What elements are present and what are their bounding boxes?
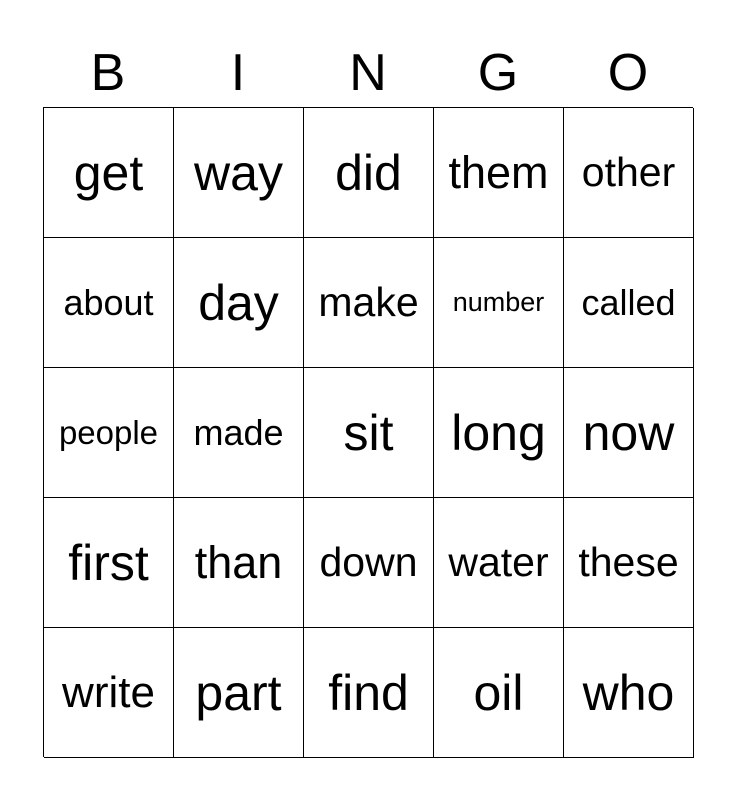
bingo-board: [43, 107, 693, 757]
cell-word: number: [452, 287, 545, 317]
bingo-cell[interactable]: [44, 108, 174, 238]
bingo-cell[interactable]: [174, 108, 304, 238]
header-letter-b: B: [90, 44, 126, 102]
cell-word: them: [448, 147, 549, 198]
cell-word: people: [58, 414, 159, 451]
bingo-cell[interactable]: [304, 498, 434, 628]
cell-word: did: [335, 144, 402, 201]
bingo-cell[interactable]: [304, 368, 434, 498]
cell-word: day: [198, 274, 279, 331]
cell-word: than: [194, 537, 283, 588]
cell-word: about: [63, 281, 154, 323]
cell-word: now: [582, 404, 675, 461]
cell-word: write: [62, 667, 155, 717]
bingo-cell[interactable]: [564, 628, 694, 758]
bingo-cell[interactable]: [564, 498, 694, 628]
bingo-cell[interactable]: [434, 238, 564, 368]
bingo-cell[interactable]: [564, 238, 694, 368]
bingo-cell[interactable]: [44, 498, 174, 628]
cell-word: part: [195, 664, 282, 721]
header-letter-i: I: [230, 44, 246, 102]
bingo-cell[interactable]: [44, 238, 174, 368]
cell-word: down: [319, 539, 418, 585]
cell-word: sit: [343, 404, 394, 461]
bingo-cell[interactable]: [564, 108, 694, 238]
cell-word: oil: [473, 664, 524, 721]
cell-word: long: [451, 404, 546, 461]
cell-word: get: [73, 144, 144, 201]
cell-word: called: [581, 281, 676, 323]
cell-word: made: [193, 411, 284, 453]
bingo-cell[interactable]: [434, 108, 564, 238]
bingo-cell[interactable]: [434, 628, 564, 758]
bingo-cell[interactable]: [174, 628, 304, 758]
bingo-cell[interactable]: [304, 108, 434, 238]
header-letter-n: N: [349, 44, 387, 102]
bingo-header: [43, 40, 693, 106]
bingo-cell[interactable]: [564, 368, 694, 498]
cell-word: find: [328, 664, 409, 721]
bingo-cell[interactable]: [174, 238, 304, 368]
cell-word: other: [581, 149, 676, 195]
bingo-cell[interactable]: [434, 498, 564, 628]
bingo-cell[interactable]: [174, 498, 304, 628]
bingo-cell[interactable]: [434, 368, 564, 498]
bingo-cell[interactable]: [44, 368, 174, 498]
cell-word: way: [194, 144, 283, 201]
cell-word: first: [68, 534, 149, 591]
bingo-cell[interactable]: [304, 628, 434, 758]
bingo-cell[interactable]: [44, 628, 174, 758]
bingo-cell[interactable]: [174, 368, 304, 498]
header-letter-o: O: [607, 44, 649, 102]
bingo-cell[interactable]: [304, 238, 434, 368]
cell-word: these: [578, 539, 679, 585]
cell-word: make: [318, 279, 419, 325]
header-letter-g: G: [477, 44, 519, 102]
cell-word: water: [448, 539, 549, 585]
cell-word: who: [582, 664, 675, 721]
